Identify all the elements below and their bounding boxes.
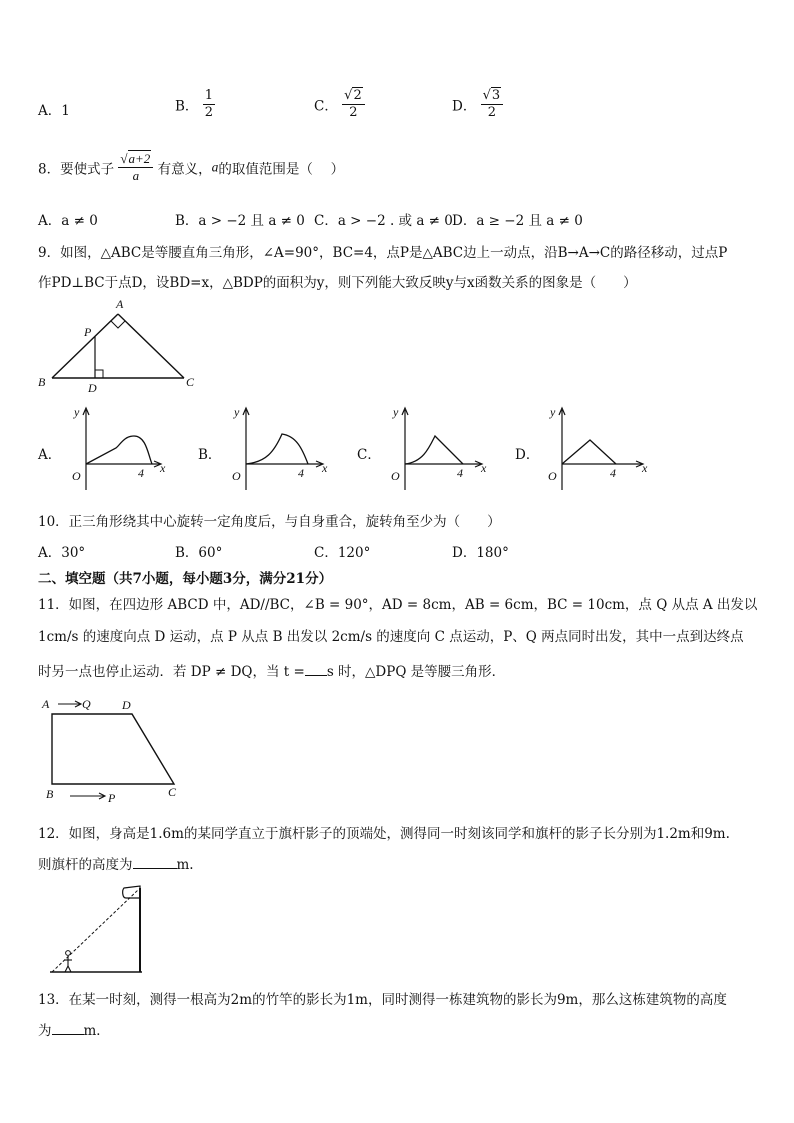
answer-blank — [52, 1034, 84, 1035]
q8-option-b: B．a > −2 且 a ≠ 0 — [175, 213, 305, 229]
side-ac — [118, 314, 184, 378]
curve — [405, 436, 463, 464]
q9-graph-b — [224, 402, 334, 494]
origin: O — [391, 469, 400, 483]
label-q: Q — [82, 697, 91, 711]
q7-option-c: C． $\frac{√2}{2}$ — [314, 88, 365, 121]
person-icon — [66, 951, 71, 956]
right-angle-mark — [95, 370, 103, 378]
q10-option-b: B．60° — [175, 545, 223, 561]
label-c: C — [168, 785, 177, 799]
label-a: A — [42, 697, 50, 711]
axis-x: x — [322, 461, 328, 475]
q10-stem: 10．正三角形绕其中心旋转一定角度后，与自身重合，旋转角至少为（ ） — [38, 514, 501, 530]
curve — [86, 436, 152, 464]
q9-option-b: B． — [198, 447, 222, 463]
quadrilateral-abcd — [52, 714, 174, 784]
q9-option-a: A． — [38, 447, 62, 463]
q7-option-d: D． $\frac{√3}{2}$ — [452, 88, 503, 121]
side-ba — [52, 314, 118, 378]
flag — [123, 886, 140, 898]
fraction: $\frac{√3}{2}$ — [481, 88, 504, 121]
q11-line2: 1cm/s 的速度向点 D 运动，点 P 从点 B 出发以 2cm/s 的速度向 C 点运动，P、Q 两点同时出发，其中一点到达终点 — [38, 629, 744, 645]
label-d: D — [88, 381, 97, 395]
label-a: A — [116, 297, 124, 311]
answer-blank — [305, 675, 327, 676]
q12-flagpole-figure — [44, 880, 154, 976]
q7-option-b: B． $\frac{1}{2}$ — [175, 88, 213, 120]
q9-graph-d — [540, 402, 655, 494]
axis-x: x — [160, 461, 166, 475]
q8-stem: 8．要使式子 $\frac{√a+2}{a}$ 有意义，a的取值范围是（ ） — [38, 151, 345, 183]
fraction: $\frac{√a+2}{a}$ — [118, 151, 153, 184]
origin: O — [548, 469, 557, 483]
tick-4: 4 — [138, 466, 144, 480]
q9-graph-c — [383, 402, 493, 494]
q10-option-d: D．180° — [452, 545, 509, 561]
section-heading: 二、填空题（共7小题，每小题3分，满分21分） — [38, 571, 333, 587]
axis-x: x — [642, 461, 648, 475]
tick-4: 4 — [298, 466, 304, 480]
right-angle-mark — [111, 321, 125, 328]
q8-option-d: D．a ≥ −2 且 a ≠ 0 — [452, 213, 583, 229]
fraction: $\frac{1}{2}$ — [204, 88, 213, 120]
q13-line2: 为 m． — [38, 1023, 110, 1039]
q11-line1: 11．如图，在四边形 ABCD 中，AD//BC，∠B = 90°，AD = 8cm，AB = 6cm，BC = 10cm，点 Q 从点 A 出发以 — [38, 597, 758, 613]
curve — [562, 440, 616, 464]
q9-line1: 9．如图，△ABC是等腰直角三角形，∠A=90°，BC=4，点P是△ABC边上一动点，沿B→A→C的路径移动，过点P — [38, 245, 728, 261]
q8-option-c: C．a > −2 . 或 a ≠ 0 — [314, 213, 453, 229]
label-b: B — [46, 787, 54, 801]
axis-y: y — [74, 405, 80, 419]
answer-blank — [133, 868, 177, 869]
label-c: C — [186, 375, 195, 389]
fraction: $\frac{√2}{2}$ — [342, 88, 365, 121]
q12-line1: 12．如图，身高是1.6m的某同学直立于旗杆影子的顶端处，测得同一时刻该同学和旗杆的影子长分别为1.2m和9m. — [38, 826, 730, 842]
q10-option-c: C．120° — [314, 545, 371, 561]
q8-option-a: A．a ≠ 0 — [38, 213, 98, 229]
axis-y: y — [234, 405, 240, 419]
axis-y: y — [550, 405, 556, 419]
q10-option-a: A．30° — [38, 545, 86, 561]
axis-y: y — [393, 405, 399, 419]
origin: O — [72, 469, 81, 483]
q12-line2: 则旗杆的高度为 m. — [38, 857, 194, 873]
label-p: P — [84, 325, 92, 339]
q9-graph-a — [64, 402, 174, 494]
label-d: D — [122, 698, 131, 712]
q9-option-d: D． — [515, 447, 540, 463]
q11-quadrilateral-figure — [36, 692, 186, 804]
q9-line2: 作PD⊥BC于点D，设BD=x，△BDP的面积为y，则下列能大致反映y与x函数关系的图象是（ ） — [38, 275, 637, 291]
q9-triangle-figure — [30, 296, 210, 396]
q7-option-a: A．1 — [38, 103, 70, 119]
tick-4: 4 — [457, 466, 463, 480]
curve — [246, 434, 308, 464]
q11-line3: 时另一点也停止运动．若 DP ≠ DQ，当 t = s 时，△DPQ 是等腰三角形． — [38, 664, 506, 680]
origin: O — [232, 469, 241, 483]
q13-line1: 13．在某一时刻，测得一根高为2m的竹竿的影长为1m，同时测得一栋建筑物的影长为9m，那么这栋建筑物的高度 — [38, 992, 727, 1008]
axis-x: x — [481, 461, 487, 475]
label-p: P — [108, 791, 116, 804]
tick-4: 4 — [610, 466, 616, 480]
label-b: B — [38, 375, 46, 389]
q9-option-c: C． — [357, 447, 381, 463]
